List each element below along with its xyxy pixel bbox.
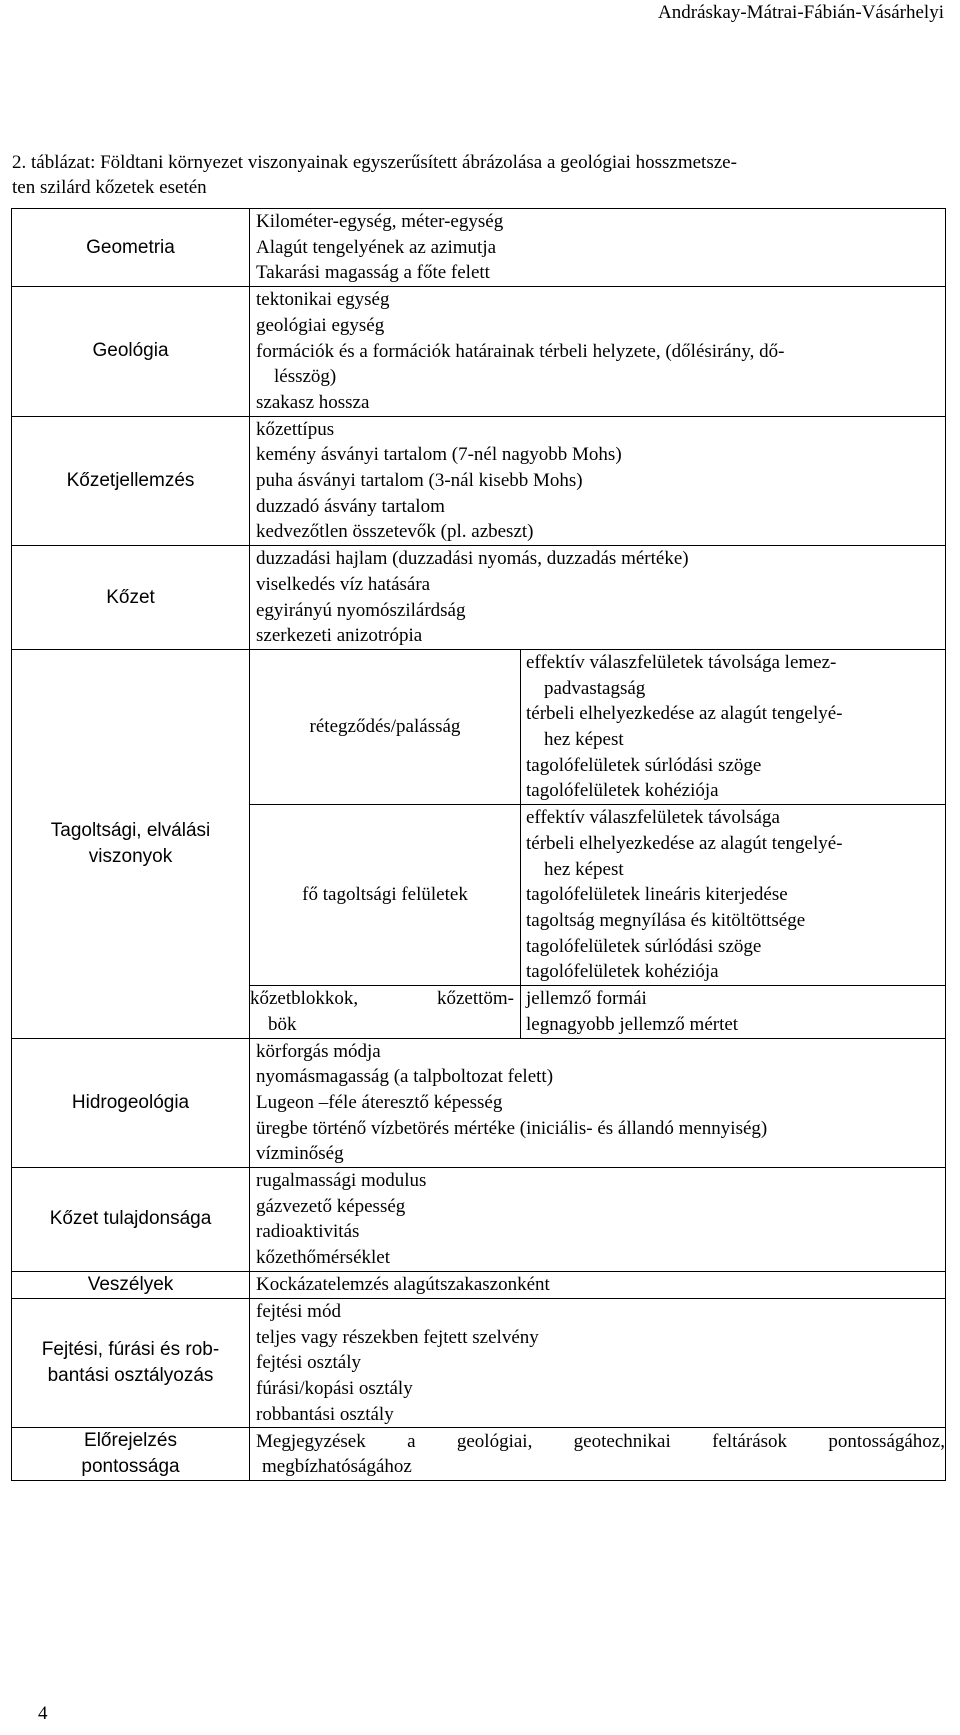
list-item: effektív válaszfelületek távolsága lemez- [526, 651, 837, 673]
list-item: üregbe történő vízbetörés mértéke (iniciális- és állandó mennyiség) [256, 1117, 768, 1139]
row-label-tulajdonsag: Kőzet tulajdonsága [12, 1168, 250, 1272]
list-item: Kilométer-egység, méter-egység [256, 211, 504, 232]
row-label-veszelyek: Veszélyek [12, 1271, 250, 1298]
sub-items [521, 805, 946, 986]
row-items-tagoltsag [250, 649, 946, 1038]
table-row [12, 1271, 946, 1298]
list-item: duzzadó ásvány tartalom [256, 495, 445, 517]
nested-row [250, 805, 945, 986]
table-row [12, 209, 946, 287]
list-item: hez képest [544, 858, 624, 880]
table-row [12, 546, 946, 650]
sub-label: rétegződés/palásság [250, 650, 521, 805]
row-label-kozet: Kőzet [12, 546, 250, 650]
row-label-geologia: Geológia [12, 287, 250, 417]
list-item: padvastagság [544, 677, 646, 699]
list-item: körforgás módja [256, 1040, 381, 1062]
list-item: Takarási magasság a főte felett [256, 262, 490, 284]
list-item: viselkedés víz hatására [256, 573, 431, 595]
list-item: tagolófelületek kohéziója [526, 961, 719, 983]
geology-table [11, 208, 946, 1481]
list-item: tagolófelületek lineáris kiterjedése [526, 884, 788, 906]
list-item: gázvezető képesség [256, 1195, 406, 1217]
page-number: 4 [38, 1703, 48, 1724]
list-item: tagolófelületek kohéziója [526, 780, 719, 802]
list-item: hez képest [544, 729, 624, 751]
sub-items [521, 650, 946, 805]
list-item: jellemző formái [526, 988, 647, 1010]
row-label-elorejelzes: Előrejelzés pontossága [12, 1428, 250, 1481]
table-row [12, 1038, 946, 1168]
list-item: szakasz hossza [256, 391, 370, 413]
row-items-hidrogeologia [250, 1038, 946, 1168]
list-item: legnagyobb jellemző mértet [526, 1013, 739, 1035]
list-item: megbízhatóságához [262, 1456, 412, 1478]
list-item: duzzadási hajlam (duzzadási nyomás, duzzadás mértéke) [256, 548, 689, 570]
list-item: robbantási osztály [256, 1403, 394, 1425]
table-row [12, 1168, 946, 1272]
row-items-elorejelzes [250, 1428, 946, 1481]
list-item: fejtési osztály [256, 1352, 361, 1374]
row-items-fejtesi [250, 1298, 946, 1428]
table-row [12, 649, 946, 1038]
list-item: szerkezeti anizotrópia [256, 625, 423, 647]
list-item: kedvezőtlen összetevők (pl. azbeszt) [256, 521, 534, 543]
list-item: kőzethőmérséklet [256, 1247, 391, 1269]
list-item: térbeli elhelyezkedése az alagút tengelyé- [526, 832, 843, 854]
list-item: kőzettípus [256, 418, 335, 440]
list-item: teljes vagy részekben fejtett szelvény [256, 1326, 539, 1348]
row-items-kozet [250, 546, 946, 650]
nested-row [250, 650, 945, 805]
list-item: geológiai egység [256, 314, 385, 336]
list-item: tagoltság megnyílása és kitöltöttsége [526, 909, 806, 931]
caption-line: 2. táblázat: Földtani környezet viszonyainak egyszerűsített ábrázolása a geológiai hosszmetsze- [12, 152, 737, 173]
sub-items [521, 986, 946, 1038]
list-item: effektív válaszfelületek távolsága [526, 807, 780, 829]
list-item: tagolófelületek súrlódási szöge [526, 754, 762, 776]
list-item: nyomásmagasság (a talpboltozat felett) [256, 1066, 554, 1088]
table-row [12, 287, 946, 417]
row-label-hidrogeologia: Hidrogeológia [12, 1038, 250, 1168]
nested-table [250, 650, 945, 1038]
list-item: vízminőség [256, 1143, 344, 1165]
row-items-kozetjellemzes [250, 416, 946, 546]
row-items-geologia [250, 287, 946, 417]
list-item: rugalmassági modulus [256, 1170, 427, 1192]
row-label-kozetjellemzes: Kőzetjellemzés [12, 416, 250, 546]
row-label-geometria: Geometria [12, 209, 250, 287]
list-item: lésszög) [274, 366, 337, 388]
table-row [12, 416, 946, 546]
list-item: puha ásványi tartalom (3-nál kisebb Mohs) [256, 470, 583, 492]
list-item: fejtési mód [256, 1300, 341, 1322]
list-item: fúrási/kopási osztály [256, 1377, 413, 1399]
table-row [12, 1428, 946, 1481]
list-item: Kockázatelemzés alagútszakaszonként [256, 1273, 550, 1295]
sub-label: fő tagoltsági felületek [250, 805, 521, 986]
running-header: Andráskay-Mátrai-Fábián-Vásárhelyi [658, 2, 944, 23]
row-label-tagoltsag: Tagoltsági, elválási viszonyok [12, 649, 250, 1038]
list-item: térbeli elhelyezkedése az alagút tengelyé- [526, 703, 843, 725]
list-item: tagolófelületek súrlódási szöge [526, 935, 762, 957]
row-items-tulajdonsag [250, 1168, 946, 1272]
row-label-fejtesi: Fejtési, fúrási és rob- bantási osztályozás [12, 1298, 250, 1428]
list-item: Lugeon –féle áteresztő képesség [256, 1091, 503, 1113]
table-caption [12, 150, 947, 200]
list-item: egyirányú nyomószilárdság [256, 599, 466, 621]
list-item: radioaktivitás [256, 1221, 360, 1243]
list-item: tektonikai egység [256, 289, 390, 311]
row-items-veszelyek [250, 1271, 946, 1298]
list-item: kemény ásványi tartalom (7-nél nagyobb Mohs) [256, 444, 622, 466]
nested-row [250, 986, 945, 1038]
table-row [12, 1298, 946, 1428]
list-item: Alagút tengelyének az azimutja [256, 236, 497, 258]
caption-line: ten szilárd kőzetek esetén [12, 177, 207, 198]
row-items-geometria [250, 209, 946, 287]
sub-label: kőzetblokkok, kőzettöm- bök [250, 986, 521, 1038]
list-item: formációk és a formációk határainak térbeli helyzete, (dőlésirány, dő- [256, 340, 785, 362]
list-item: Megjegyzések a geológiai, geotechnikai feltárások pontosságához, [256, 1430, 945, 1452]
